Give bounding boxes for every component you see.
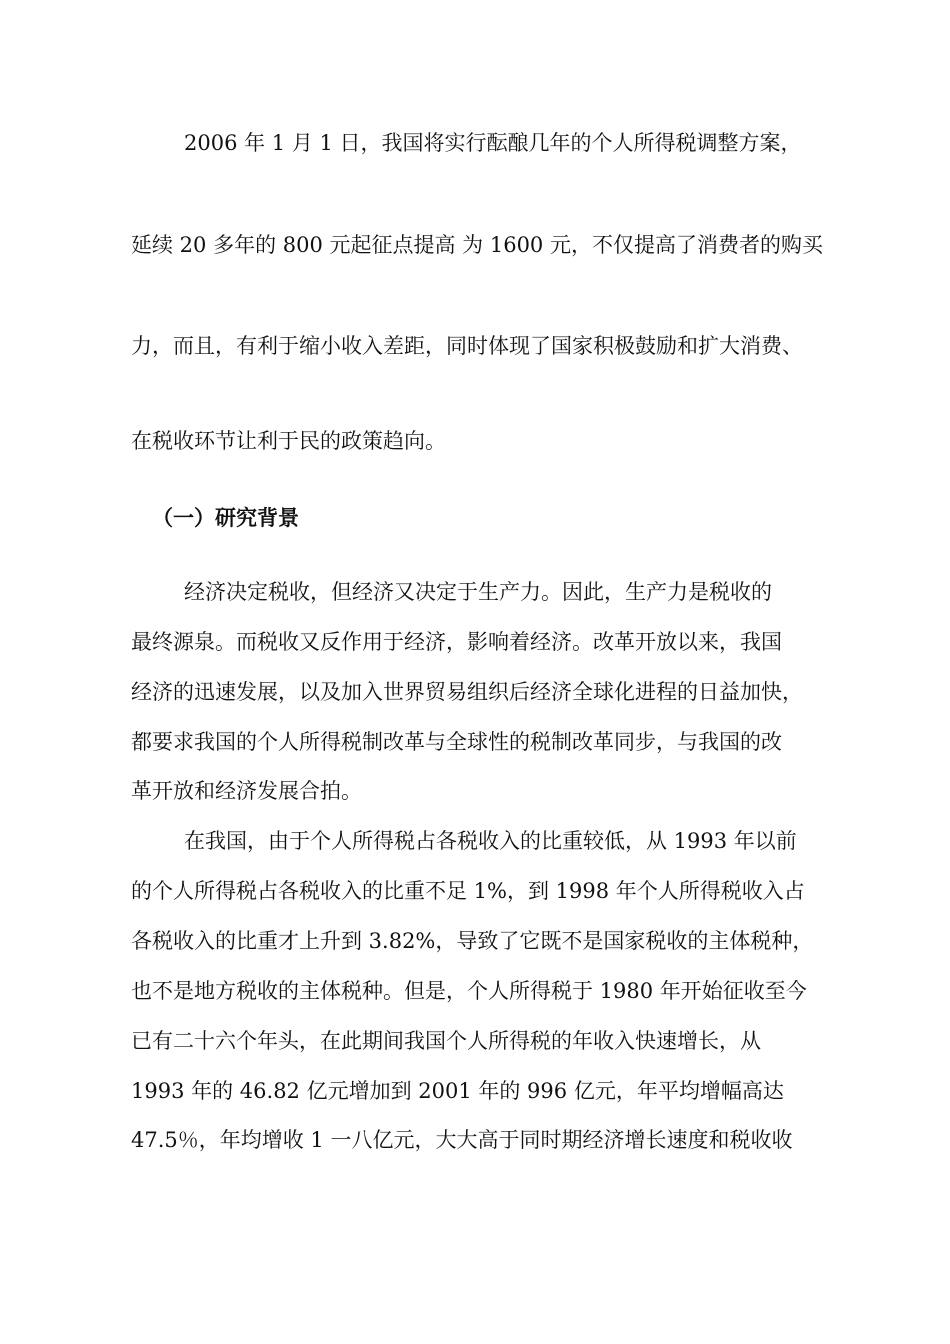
para2-line-5: 已有二十六个年头，在此期间我国个人所得税的年收入快速增长，从 — [131, 1029, 761, 1053]
section-heading: （一）研究背景 — [152, 506, 299, 530]
intro-line-3: 力，而且，有利于缩小收入差距，同时体现了国家积极鼓励和扩大消费、 — [131, 334, 803, 358]
para2-line-7: 47.5％，年均增收 1 一八亿元，大大高于同时期经济增长速度和税收收 — [131, 1128, 793, 1152]
para1-line-2: 最终源泉。而税收又反作用于经济，影响着经济。改革开放以来，我国 — [131, 630, 782, 654]
para2-line-3: 各税收入的比重才上升到 3.82%，导致了它既不是国家税收的主体税种， — [131, 929, 814, 953]
para1-line-3: 经济的迅速发展，以及加入世界贸易组织后经济全球化进程的日益加快， — [131, 680, 803, 704]
para2-line-1: 在我国，由于个人所得税占各税收入的比重较低，从 1993 年以前 — [184, 829, 797, 853]
intro-line-2: 延续 20 多年的 800 元起征点提高 为 1600 元，不仅提高了消费者的购买 — [131, 233, 823, 257]
para2-line-6: 1993 年的 46.82 亿元增加到 2001 年的 996 亿元，年平均增幅高达 — [131, 1079, 784, 1103]
para2-line-4: 也不是地方税收的主体税种。但是，个人所得税于 1980 年开始征收至今 — [131, 979, 807, 1003]
para1-line-5: 革开放和经济发展合拍。 — [131, 779, 362, 803]
intro-line-1: 2006 年 1 月 1 日，我国将实行酝酿几年的个人所得税调整方案， — [184, 131, 802, 155]
para2-line-2: 的个人所得税占各税收入的比重不足 1%，到 1998 年个人所得税收入占 — [131, 879, 805, 903]
para1-line-1: 经济决定税收，但经济又决定于生产力。因此，生产力是税收的 — [184, 580, 772, 604]
intro-line-4: 在税收环节让利于民的政策趋向。 — [131, 429, 446, 453]
para1-line-4: 都要求我国的个人所得税制改革与全球性的税制改革同步，与我国的改 — [131, 730, 782, 754]
